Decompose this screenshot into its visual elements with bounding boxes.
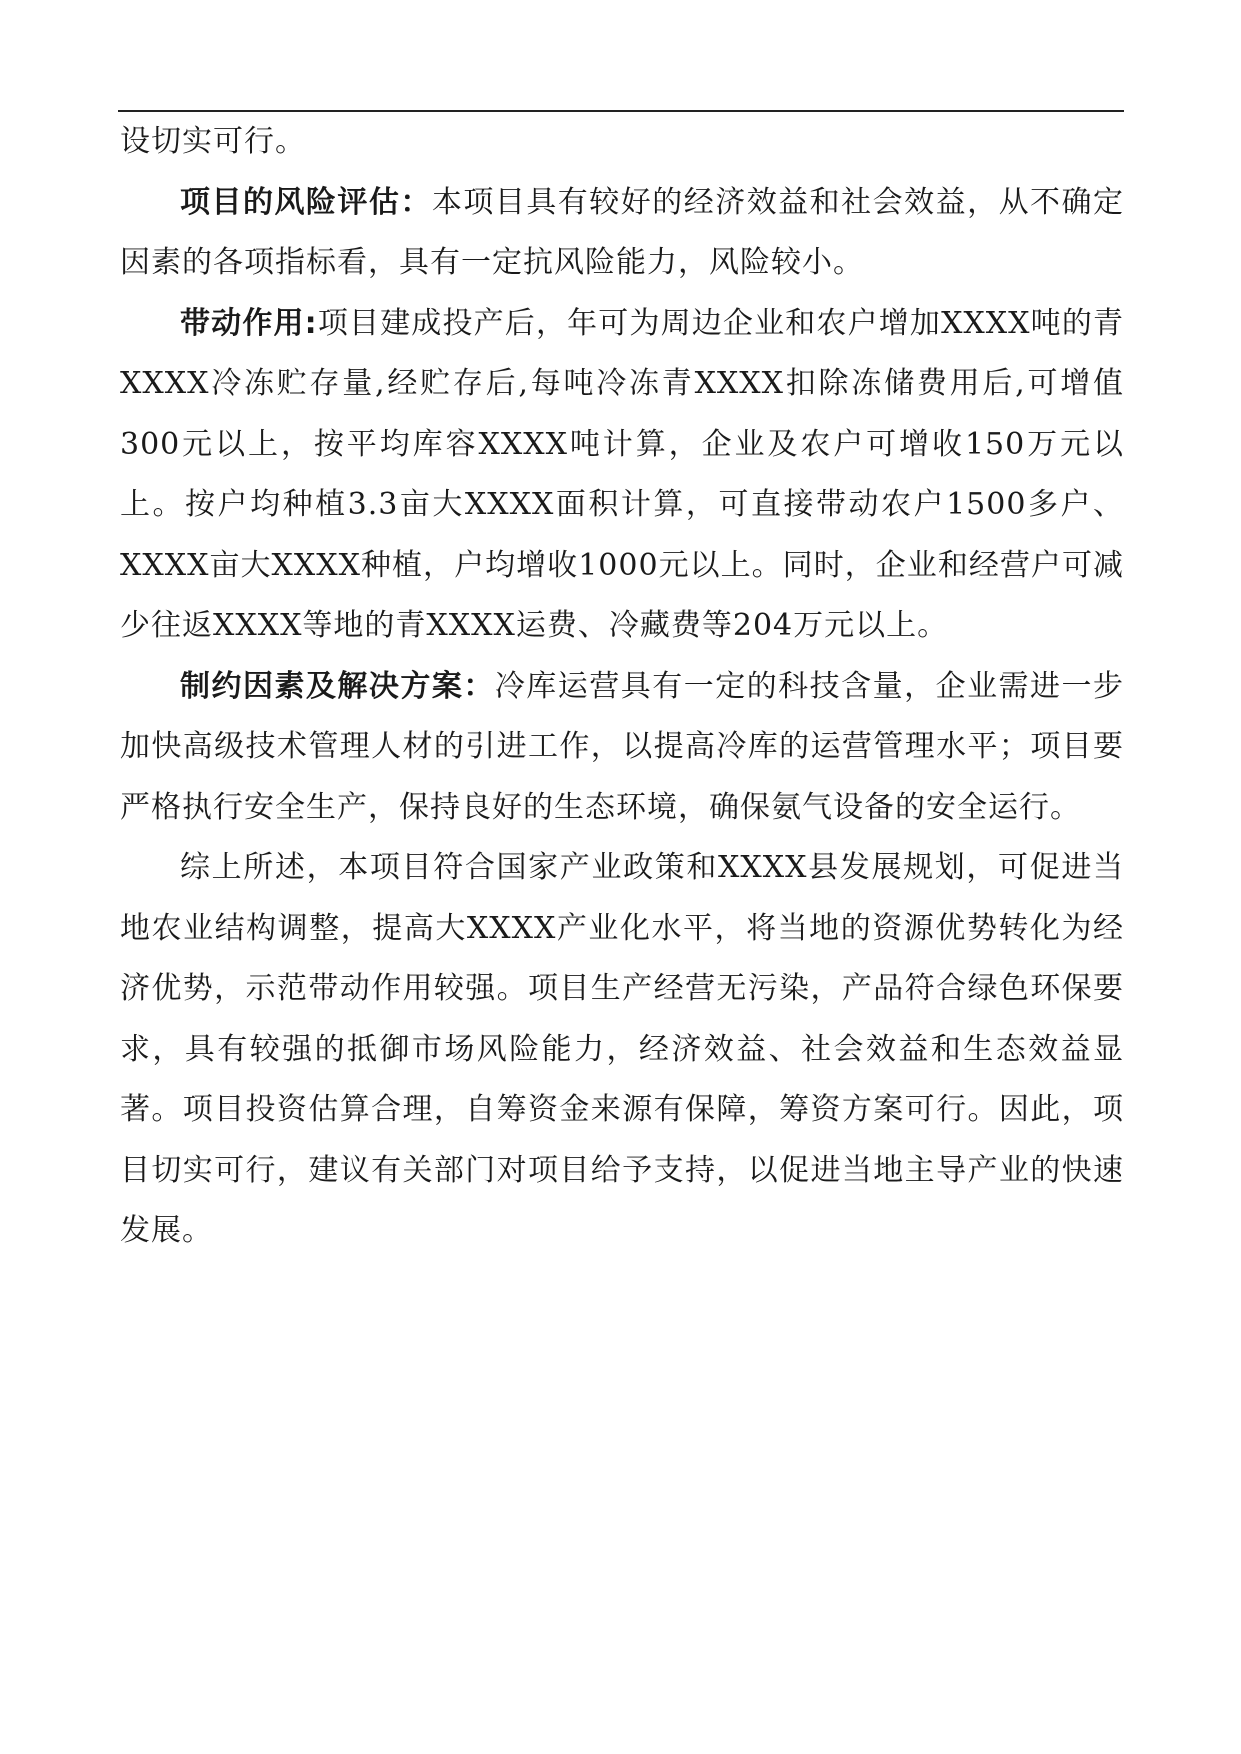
document-body <box>120 112 1124 1262</box>
paragraph-text: 本项目具有较好的经济效益和社会效益，从不确定因素的各项指标看，具有一定抗风险能力，风险较小。 <box>120 184 1125 280</box>
paragraph-lead: 带动作用: <box>180 305 318 341</box>
paragraph-text: 项目建成投产后，年可为周边企业和农户增加XXXX吨的青XXXX冷冻贮存量,经贮存后,每吨冷冻青XXXX扣除冻储费用后,可增值300元以上，按平均库容XXXX吨计算，企业及农户可增收150万元以上。按户均种植3.3亩大XXXX面积计算，可直接带动农户1500多户、XXXX亩大XXXX种植，户均增收1000元以上。同时，企业和经营户可减少往返XXXX等地的青XXXX运费、冷藏费等204万元以上。 <box>120 305 1124 643</box>
paragraph-constraints-solutions <box>120 657 1124 839</box>
paragraph-lead: 项目的风险评估： <box>180 184 432 220</box>
paragraph-text: 综上所述，本项目符合国家产业政策和XXXX县发展规划，可促进当地农业结构调整，提高大XXXX产业化水平，将当地的资源优势转化为经济优势，示范带动作用较强。项目生产经营无污染，产品符合绿色环保要求，具有较强的抵御市场风险能力，经济效益、社会效益和生态效益显著。项目投资估算合理，自筹资金来源有保障，筹资方案可行。因此，项目切实可行，建议有关部门对项目给予支持，以促进当地主导产业的快速发展。 <box>120 850 1124 1248</box>
paragraph-driving-effect <box>120 294 1124 657</box>
paragraph-lead: 制约因素及解决方案： <box>180 668 495 704</box>
paragraph-text: 设切实可行。 <box>120 124 306 159</box>
paragraph-conclusion <box>120 838 1124 1262</box>
paragraph-continuation <box>120 112 1124 173</box>
paragraph-text: 冷库运营具有一定的科技含量，企业需进一步加快高级技术管理人材的引进工作，以提高冷库的运营管理水平；项目要严格执行安全生产，保持良好的生态环境，确保氨气设备的安全运行。 <box>120 668 1124 825</box>
paragraph-risk-assessment <box>120 173 1124 294</box>
